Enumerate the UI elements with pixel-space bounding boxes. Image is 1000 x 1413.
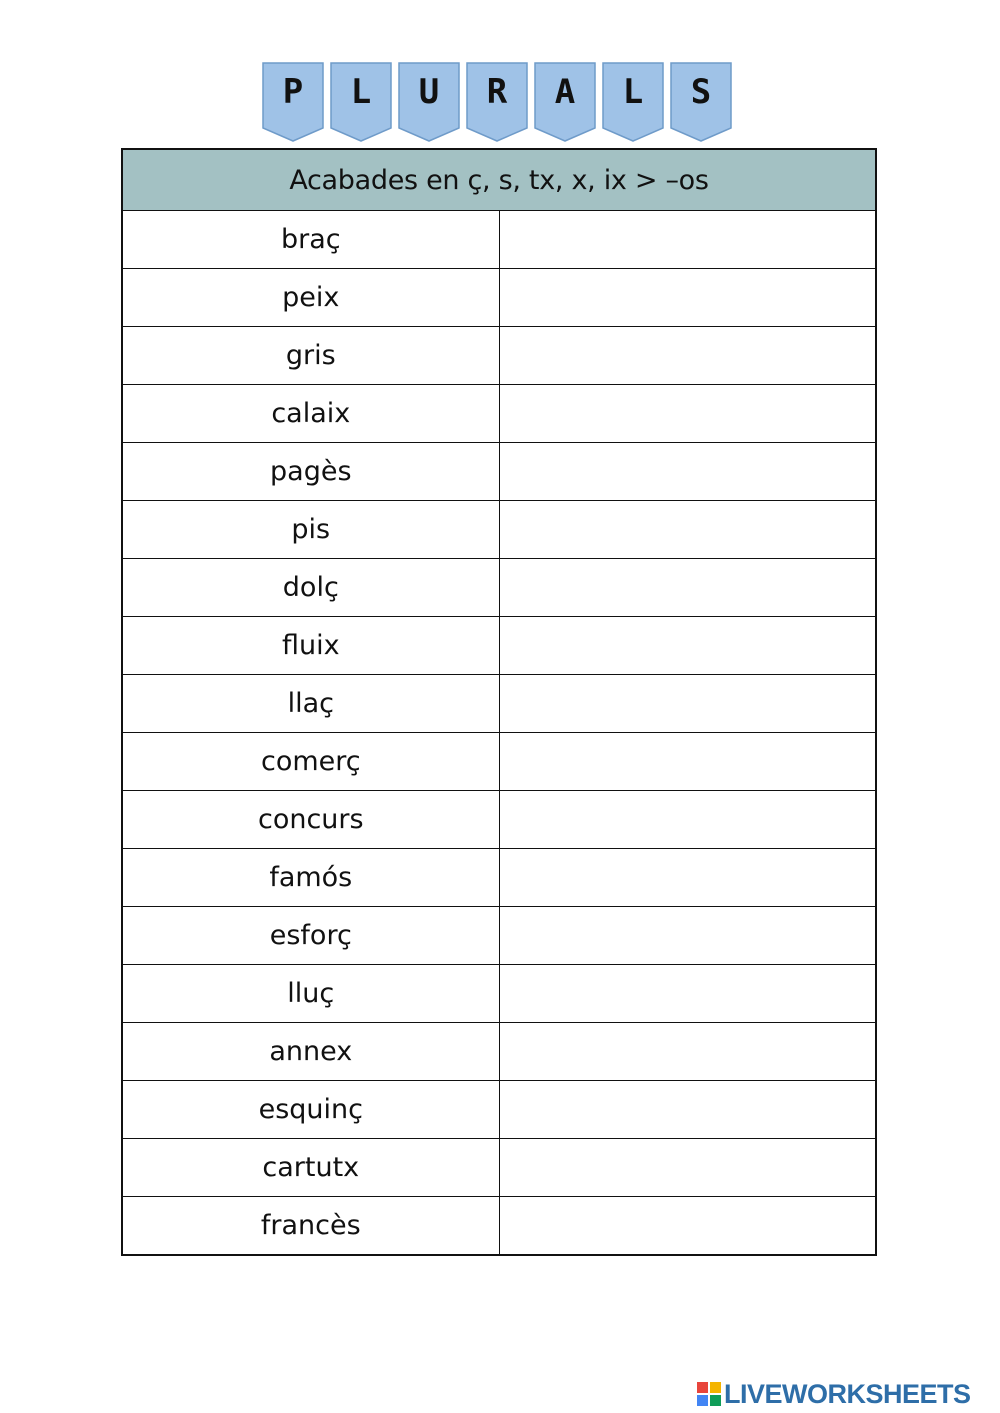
singular-word: famós	[122, 849, 499, 907]
singular-word: pis	[122, 501, 499, 559]
singular-word: cartutx	[122, 1139, 499, 1197]
title-pennant	[398, 62, 460, 142]
plural-answer-field[interactable]	[499, 849, 876, 907]
table-row	[122, 443, 876, 501]
title-letter: S	[690, 72, 712, 112]
liveworksheets-logo	[697, 1377, 971, 1411]
singular-word: lluç	[122, 965, 499, 1023]
table-row	[122, 559, 876, 617]
plural-answer-field[interactable]	[499, 501, 876, 559]
singular-word: concurs	[122, 791, 499, 849]
table-header: Acabades en ç, s, tx, x, ix > –os	[122, 149, 876, 211]
singular-word: calaix	[122, 385, 499, 443]
liveworksheets-brand: LIVEWORKSHEETS	[724, 1378, 971, 1409]
singular-word: annex	[122, 1023, 499, 1081]
table-row	[122, 1139, 876, 1197]
table-row	[122, 1197, 876, 1256]
table-row	[122, 617, 876, 675]
title-pennant	[534, 62, 596, 142]
plural-answer-field[interactable]	[499, 617, 876, 675]
table-row	[122, 211, 876, 269]
title-pennant	[466, 62, 528, 142]
title-letter: R	[486, 72, 508, 112]
title-letter: L	[350, 72, 372, 112]
table-row	[122, 385, 876, 443]
liveworksheets-logo-icon	[697, 1382, 721, 1406]
plurals-table	[121, 148, 877, 1256]
singular-word: esforç	[122, 907, 499, 965]
title-banner	[262, 62, 738, 142]
table-row	[122, 269, 876, 327]
plural-answer-field[interactable]	[499, 1023, 876, 1081]
title-letter: P	[282, 72, 304, 112]
singular-word: dolç	[122, 559, 499, 617]
table-row	[122, 1023, 876, 1081]
table-row	[122, 501, 876, 559]
title-pennant	[602, 62, 664, 142]
singular-word: pagès	[122, 443, 499, 501]
plural-answer-field[interactable]	[499, 443, 876, 501]
singular-word: peix	[122, 269, 499, 327]
title-pennant	[670, 62, 732, 142]
title-letter: U	[418, 72, 440, 112]
table-row	[122, 791, 876, 849]
plural-answer-field[interactable]	[499, 733, 876, 791]
table-row	[122, 907, 876, 965]
title-letter: A	[554, 72, 576, 112]
singular-word: fluix	[122, 617, 499, 675]
plural-answer-field[interactable]	[499, 269, 876, 327]
table-row	[122, 849, 876, 907]
title-pennant	[262, 62, 324, 142]
plural-answer-field[interactable]	[499, 327, 876, 385]
plural-answer-field[interactable]	[499, 791, 876, 849]
table-header-row	[122, 149, 876, 211]
table-row	[122, 965, 876, 1023]
plural-answer-field[interactable]	[499, 907, 876, 965]
singular-word: braç	[122, 211, 499, 269]
table-row	[122, 327, 876, 385]
plural-answer-field[interactable]	[499, 675, 876, 733]
plural-answer-field[interactable]	[499, 1197, 876, 1256]
table-row	[122, 733, 876, 791]
singular-word: llaç	[122, 675, 499, 733]
singular-word: gris	[122, 327, 499, 385]
table-row	[122, 675, 876, 733]
singular-word: francès	[122, 1197, 499, 1256]
plural-answer-field[interactable]	[499, 559, 876, 617]
plural-answer-field[interactable]	[499, 1139, 876, 1197]
plural-answer-field[interactable]	[499, 965, 876, 1023]
plural-answer-field[interactable]	[499, 385, 876, 443]
plural-answer-field[interactable]	[499, 211, 876, 269]
table-row	[122, 1081, 876, 1139]
singular-word: comerç	[122, 733, 499, 791]
title-pennant	[330, 62, 392, 142]
plural-answer-field[interactable]	[499, 1081, 876, 1139]
title-letter: L	[622, 72, 644, 112]
singular-word: esquinç	[122, 1081, 499, 1139]
